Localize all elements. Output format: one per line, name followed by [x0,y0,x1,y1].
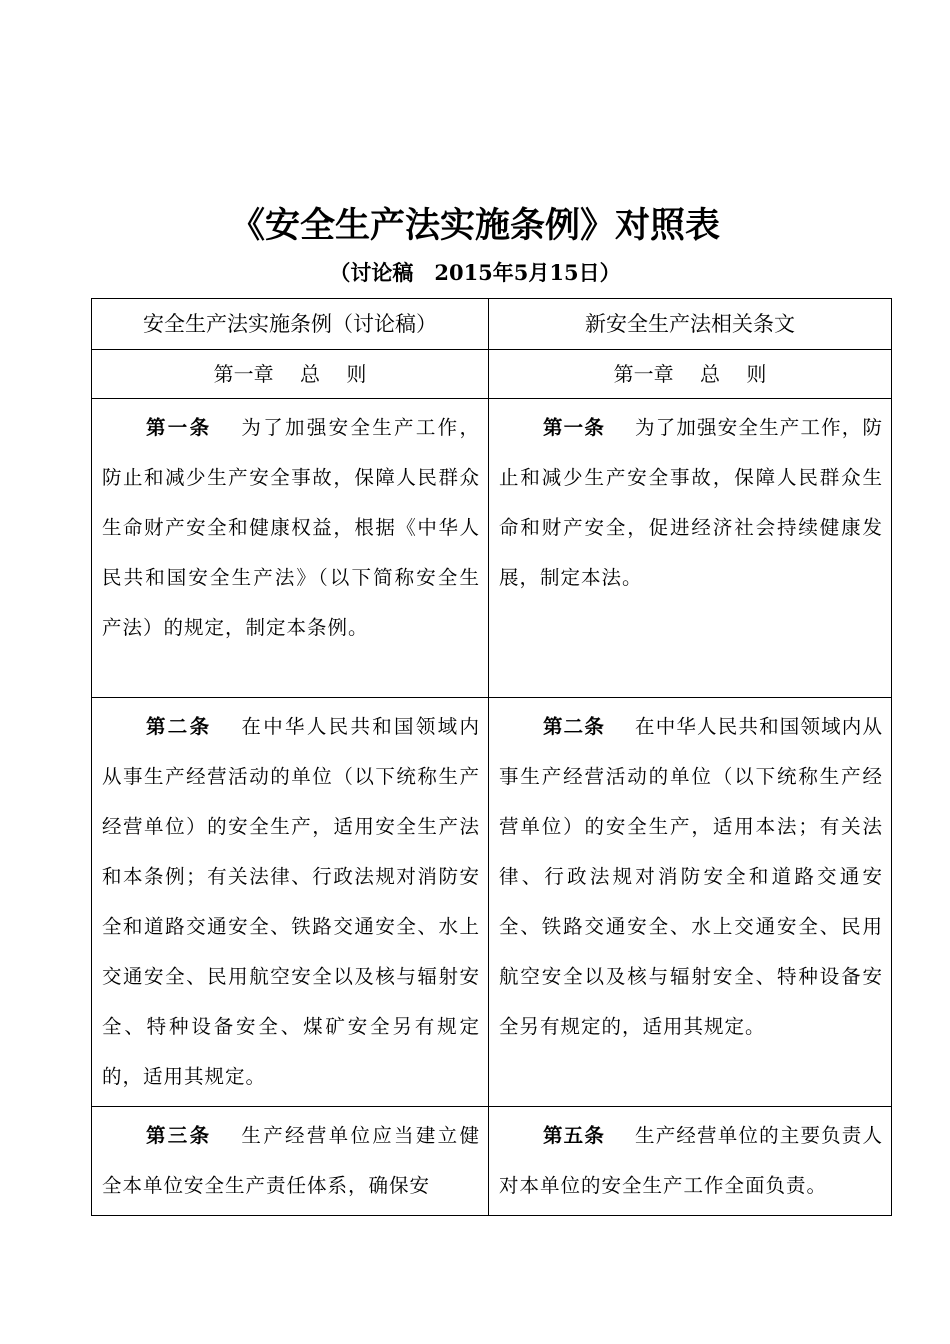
article-body: 生产经营单位的主要负责人对本单位的安全生产工作全面负责。 [499,1124,883,1197]
chapter-heading-right: 第一章 总 则 [613,362,767,386]
article-text [489,698,891,1056]
header-cell-left [92,299,489,350]
chapter-cell-left [92,350,489,399]
article-cell-right [489,399,892,698]
header-cell-right [489,299,892,350]
article-body: 在中华人民共和国领域内从事生产经营活动的单位（以下统称生产经营单位）的安全生产，适用本法；有关法律、行政法规对消防安全和道路交通安全、铁路交通安全、水上交通安全、民用航空安全以及核与辐射安全、特种设备安全另有规定的，适用其规定。 [499,715,883,1038]
table-row [92,698,892,1107]
header-right: 新安全生产法相关条文 [585,312,795,336]
article-text [92,698,488,1106]
table-row [92,1107,892,1216]
article-number: 第五条 [543,1124,606,1147]
article-text [92,399,488,657]
article-cell-left [92,1107,489,1216]
article-cell-left [92,399,489,698]
article-body: 在中华人民共和国领域内从事生产经营活动的单位（以下统称生产经营单位）的安全生产，适用安全生产法和本条例；有关法律、行政法规对消防安全和道路交通安全、铁路交通安全、水上交通安全、民用航空安全以及核与辐射安全、特种设备安全、煤矿安全另有规定的，适用其规定。 [102,715,480,1088]
table-row [92,399,892,698]
comparison-table [91,298,892,1216]
article-number: 第三条 [146,1124,212,1147]
article-number: 第二条 [146,715,212,738]
table-header-row [92,299,892,350]
header-left: 安全生产法实施条例（讨论稿） [143,312,437,336]
article-text [489,399,891,607]
document-title: 《安全生产法实施条例》对照表 [229,206,720,246]
article-cell-right [489,698,892,1107]
article-cell-right [489,1107,892,1216]
article-number: 第一条 [543,416,606,439]
article-body: 生产经营单位应当建立健全本单位安全生产责任体系，确保安 [102,1124,480,1197]
article-number: 第一条 [146,416,212,439]
document-subtitle: （讨论稿 2015年5月15日） [329,260,621,285]
article-text [92,1107,488,1215]
chapter-row [92,350,892,399]
article-number: 第二条 [543,715,606,738]
article-text [489,1107,891,1215]
chapter-cell-right [489,350,892,399]
article-body: 为了加强安全生产工作，防止和减少生产安全事故，保障人民群众生命财产安全和健康权益，根据《中华人民共和国安全生产法》（以下简称安全生产法）的规定，制定本条例。 [102,416,480,639]
chapter-heading-left: 第一章 总 则 [213,362,367,386]
article-body: 为了加强安全生产工作，防止和减少生产安全事故，保障人民群众生命和财产安全，促进经济社会持续健康发展，制定本法。 [499,416,883,589]
article-cell-left [92,698,489,1107]
